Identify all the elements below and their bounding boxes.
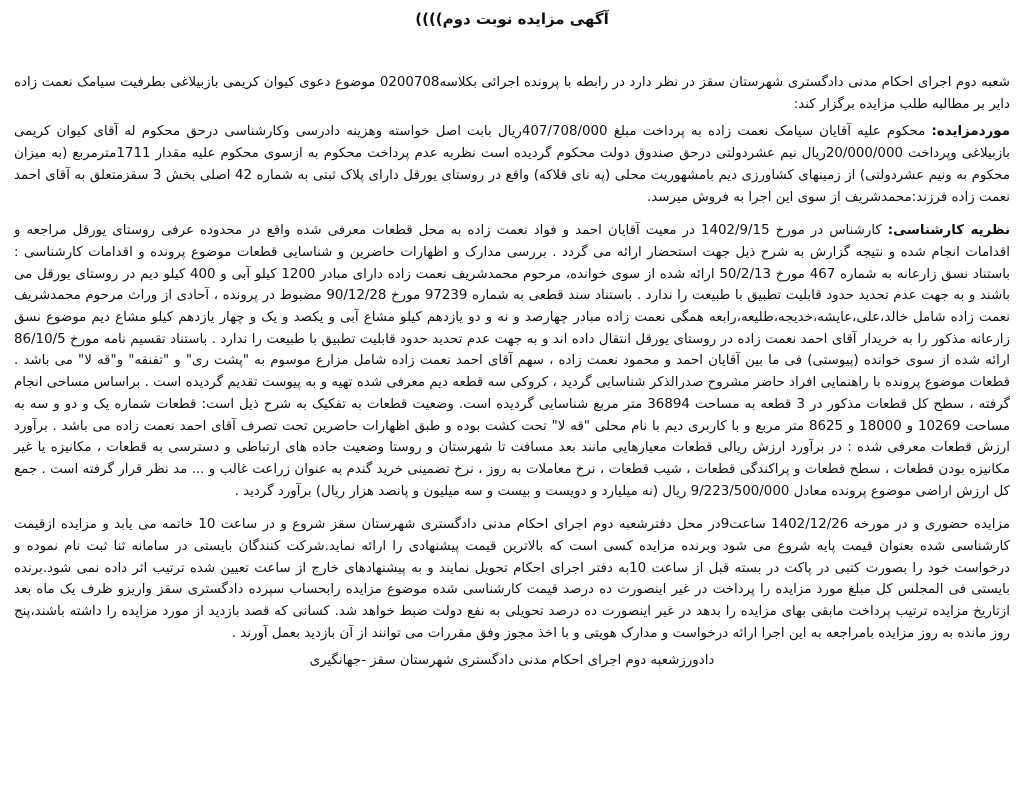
- auction-subject-paragraph: [14, 121, 1010, 208]
- notice-title: آگهی مزایده نوبت دوم)))): [415, 10, 609, 28]
- expert-opinion-label: نظریه کارشناسی:: [887, 223, 1010, 239]
- expert-opinion-paragraph: [14, 220, 1010, 502]
- auction-subject-label: موردمزایده:: [931, 124, 1010, 140]
- auction-subject-text: محکوم علیه آقایان سیامک نعمت زاده به پرداخت مبلغ 407/708/000ریال بابت اصل خواسته وهزینه دادرسی وکارشناسی درحق محکوم له آقای کیوان کریمی بازبیلاغی وپرداخت 20/000/000ریال نیم عشردولتی درحق صندوق دولت محکوم گردیده است نظربه عدم پرداخت محکوم به ازسوی محکوم علیه مقدار 1711مترمربع (به میزان محکوم به ونیم عشردولتی) از زمینهای کشاورزی دیم بامشهوریت محلی (په نای قلاکه) واقع در روستای یورقل دارای پلاک ثبتی به شماره 42 اصلی بخش 3 سقزمتعلق به آقای احمد نعمت زاده فرزند:محمدشریف از سوی این اجرا به فروش میرسد.: [14, 124, 1010, 205]
- auction-terms-paragraph: مزایده حضوری و در مورخه 1402/12/26 ساعت9در محل دفترشعبه دوم اجرای احکام مدنی دادگستری شهرستان سقز شروع و در ساعت 10 خاتمه می یابد و مزایده ازقیمت کارشناسی شده بعنوان قیمت پایه شروع می شود وبرنده مزایده کسی است که بالاترین قیمت پیشنهادی را ارائه نماید.شرکت کنندگان بایستی در سامانه ثنا ثبت نام نموده و درخواست خود را بصورت کتبی در پاکت در بسته قبل از ساعت 10به دفتر اجرای احکام تحویل نمایند و به پیشنهادهای خارج از ساعت تعیین شده ترتیب اثر داده نمی شود.برنده بایستی فی المجلس کل مبلغ مورد مزایده را پرداخت در غیر اینصورت ده درصد قیمت کارشناسی شده موضوع مزایده رابحساب سپرده دادگستری سقز واریزو ظرف یک ماه بعد ازتاریخ مزایده ترتیب پرداخت مابقی بهای مزایده را بدهد در غیر اینصورت ده درصد تحویلی به نفع دولت ضبط خواهد شد. کسانی که قصد بازدید از مورد مزایده را داشته باشند،پنج روز مانده به روز مزایده بامراجعه به این اجرا ارائه درخواست و مدارک هویتی و با اخذ مجوز وفق مقررات می توانند از آن بازدید بعمل آورند .: [14, 517, 1011, 641]
- intro-paragraph: شعبه دوم اجرای احکام مدنی دادگستری شهرستان سقز در نظر دارد در رابطه با پرونده اجرائی بکلاسه0200708 موضوع دعوی کیوان کریمی بازبیلاغی بطرفیت سیامک نعمت زاده دایر بر مطالبه طلب مزایده برگزار کند:: [14, 75, 1010, 112]
- expert-opinion-text: کارشناس در مورخ 1402/9/15 در معیت آقایان احمد و فواد نعمت زاده به محل قطعات معرفی شده واقع در محدوده عرفی روستای یورقل مراجعه و اقدامات انجام شده و نتیجه گزارش به شرح ذیل جهت استحضار ارائه می گردد . بررسی مدارک و اظهارات حاضرین و شناسایی قطعات موضوع پرونده و اقدامات کارشناسی : باستناد نسق زارعانه به شماره 467 مورخ 50/2/13 ارائه شده از سوی خوانده، مرحوم محمدشریف نعمت زاده دارای مبادر 1200 کیلو آبی و 400 کیلو دیم در روستای یورقل می باشند و به جهت عدم تحدید حدود قابلیت تطبیق با طبیعت را ندارد . باستناد سند قطعی به شماره 97239 مورخ 90/12/28 مضبوط در پرونده ، آحادی از وراث مرحوم محمدشریف نعمت زاده شامل خالد،علی،عایشه،خدیجه،طلیعه،رابعه همگی نعمت زاده مبادر چهارصد و نه و دو یازدهم کیلو مشاع آبی و یکصد و یک و چهار یازدهم کیلو مشاع دیم موضوع نسق زارعانه مذکور را به خریدار آقای احمد نعمت زاده در روستای یورقل انتقال داده اند و به جهت عدم تحدید حدود قابلیت تطبیق با طبیعت را ندارد . باستناد تقسیم نامه مورخ 86/10/5 ارائه شده از سوی خوانده (پیوستی) فی ما بین آقایان احمد و محمود نعمت زاده ، سهم آقای احمد نعمت زاده شامل مزارع موسوم به "پشت ری" و "تفنقه" و"قه لا" می باشد . قطعات موضوع پرونده با راهنمایی افراد حاضر مشروح صدرالذکر شناسایی گردید ، کروکی سه قطعه دیم معرفی شده تهیه و به پیوست تقدیم گردیده است . براساس مساحی انجام گرفته ، سطح کل قطعات مذکور در 3 قطعه به مساحت 36894 متر مربع شناسایی گردیده است. وضعیت قطعات به تفکیک به شرح ذیل است: قطعات شماره یک و دو و سه به مساحت 10269 و 18000 و 8625 متر مربع و با کاربری دیم با نام محلی "قه لا" تحت کشت بوده و طبق اظهارات حاضرین تحت تصرف آقای احمد نعمت زاده می باشد . برآورد ارزش قطعات معرفی شده : در برآورد ارزش ریالی قطعات معیارهایی مانند بعد مسافت تا شهرستان و روستا وضعیت جاده های ارتباطی و دسترسی به قطعات ، مکانیزه یا غیر مکانیزه بودن قطعات ، سطح قطعات و پراکندگی قطعات ، شیب قطعات ، نرخ معاملات به روز ، نرخ تضمینی خرید گندم به عنوان زراعت غالب و ... مد نظر قرار گرفته است . جمع کل ارزش اراضی موضوع پرونده معادل 9/223/500/000 ریال (نه میلیارد و دویست و بیست و سه میلیون و پانصد هزار ریال) برآورد گردید .: [14, 223, 1011, 499]
- signature-line: دادورزشعبه دوم اجرای احکام مدنی دادگستری شهرستان سقز -جهانگیری: [309, 652, 715, 668]
